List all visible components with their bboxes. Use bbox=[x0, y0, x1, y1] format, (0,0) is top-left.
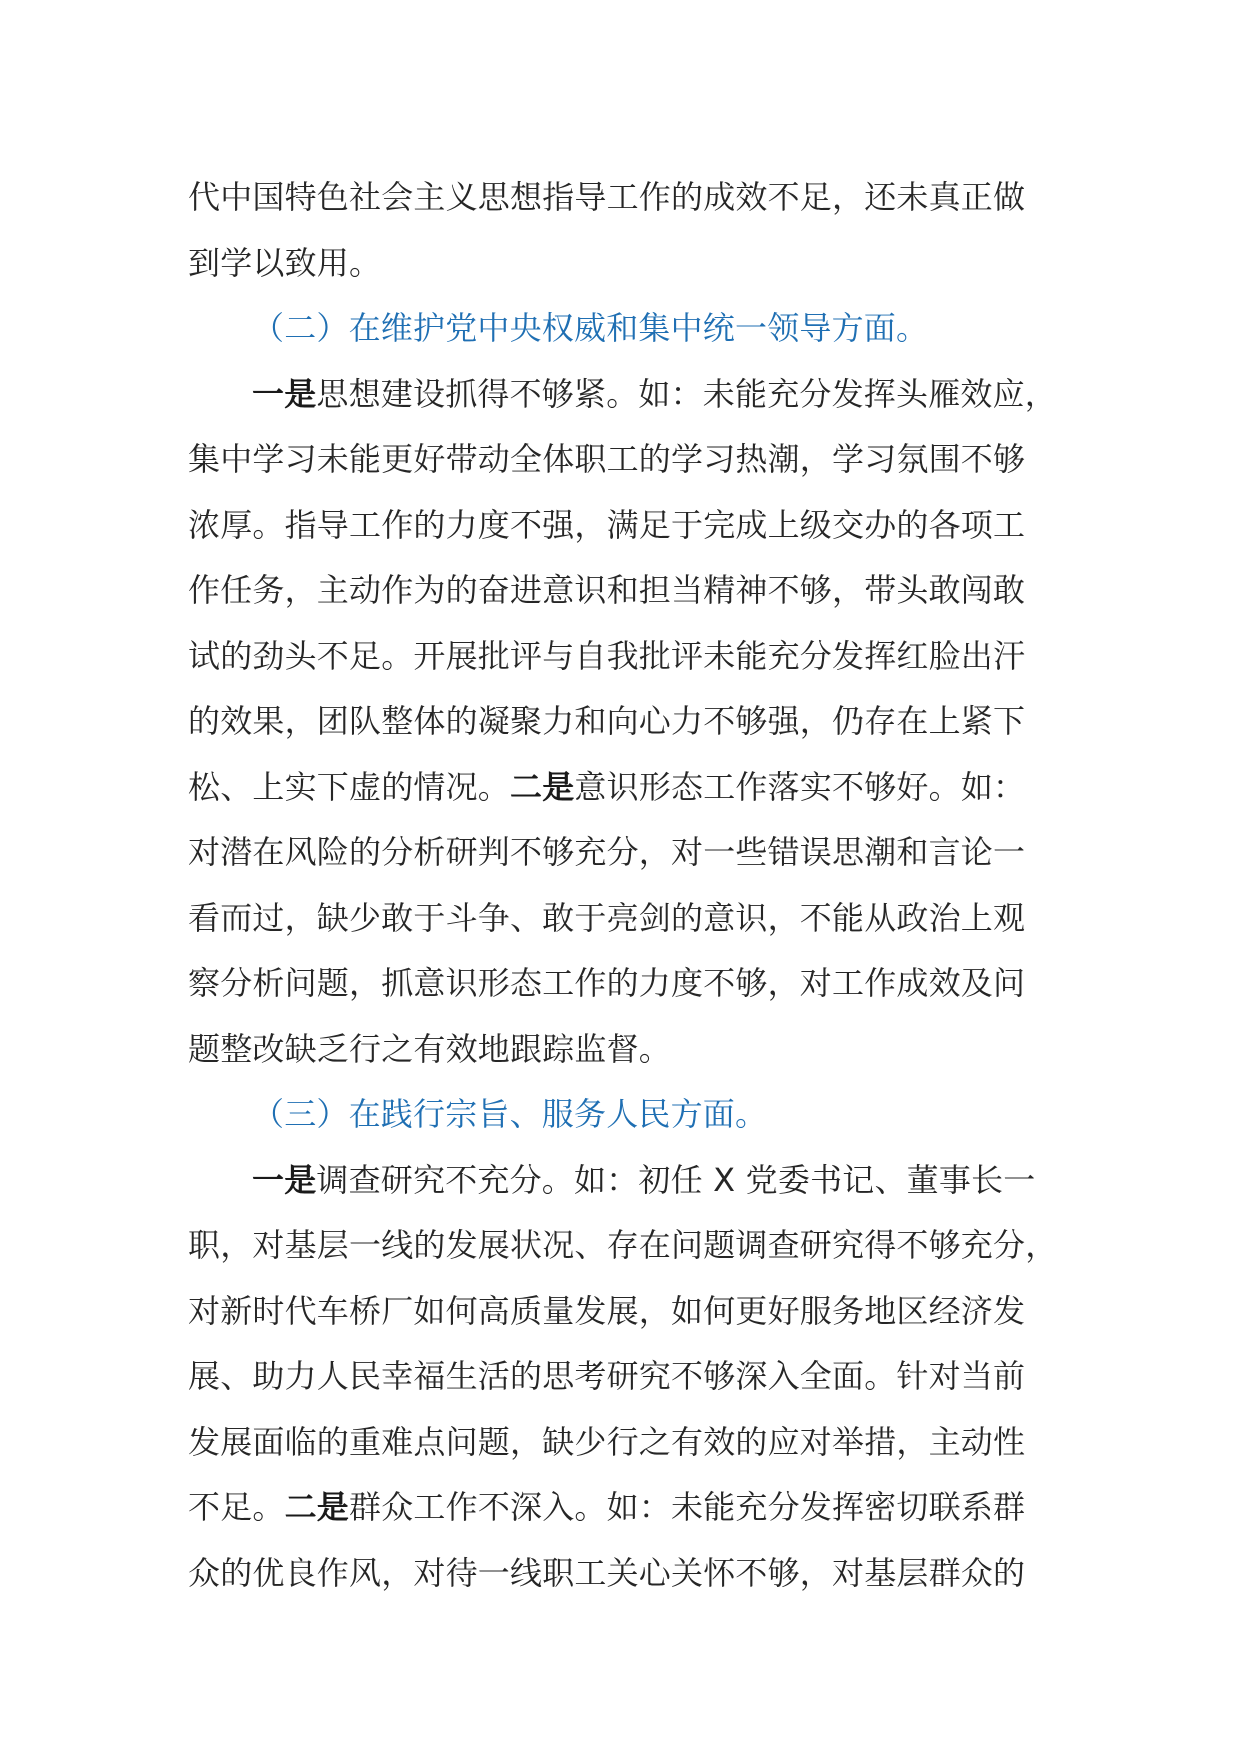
body-line: 对潜在风险的分析研判不够充分，对一些错误思潮和言论一 bbox=[188, 833, 1026, 871]
body-line: 展、助力人民幸福生活的思考研究不够深入全面。针对当前 bbox=[188, 1357, 1026, 1395]
body-text: 思想建设抓得不够紧。如：未能充分发挥头雁效应， bbox=[316, 374, 1058, 413]
section-heading-3: （三）在践行宗旨、服务人民方面。 bbox=[252, 1095, 768, 1133]
document-page bbox=[188, 165, 1068, 1606]
body-line: 题整改缺乏行之有效地跟踪监督。 bbox=[188, 1029, 672, 1068]
body-line: 职，对基层一线的发展状况、存在问题调查研究得不够充分， bbox=[188, 1226, 1058, 1264]
body-line: 看而过，缺少敢于斗争、敢于亮剑的意识，不能从政治上观 bbox=[188, 898, 1026, 937]
body-text: 不足。 bbox=[188, 1488, 285, 1526]
body-line: 试的劲头不足。开展批评与自我批评未能充分发挥红脸出汗 bbox=[188, 636, 1026, 675]
body-text: 调查研究不充分。如：初任 X 党委书记、董事长一 bbox=[316, 1160, 1036, 1199]
body-line: 察分析问题，抓意识形态工作的力度不够，对工作成效及问 bbox=[188, 964, 1026, 1002]
body-line-mixed bbox=[188, 1475, 1068, 1541]
body-line: 对新时代车桥厂如何高质量发展，如何更好服务地区经济发 bbox=[188, 1291, 1026, 1330]
paragraph-start-line bbox=[188, 1148, 1068, 1214]
body-line: 作任务，主动作为的奋进意识和担当精神不够，带头敢闯敢 bbox=[188, 571, 1026, 609]
body-line: 到学以致用。 bbox=[188, 243, 382, 282]
body-line: 众的优良作风，对待一线职工关心关怀不够，对基层群众的 bbox=[188, 1553, 1026, 1592]
bold-lead: 一是 bbox=[252, 374, 317, 413]
body-text: 意识形态工作落实不够好。如： bbox=[574, 767, 1026, 806]
paragraph-start-line bbox=[188, 362, 1068, 428]
bold-lead: 二是 bbox=[284, 1488, 350, 1526]
body-text: 群众工作不深入。如：未能充分发挥密切联系群 bbox=[349, 1488, 1026, 1526]
body-line: 的效果，团队整体的凝聚力和向心力不够强，仍存在上紧下 bbox=[188, 702, 1026, 740]
section-heading-2: （二）在维护党中央权威和集中统一领导方面。 bbox=[252, 309, 929, 347]
body-line: 发展面临的重难点问题，缺少行之有效的应对举措，主动性 bbox=[188, 1422, 1026, 1461]
body-line: 集中学习未能更好带动全体职工的学习热潮，学习氛围不够 bbox=[188, 440, 1026, 478]
body-line-mixed bbox=[188, 755, 1068, 821]
body-text: 松、上实下虚的情况。 bbox=[188, 767, 511, 806]
bold-lead: 一是 bbox=[252, 1160, 317, 1199]
body-line: 代中国特色社会主义思想指导工作的成效不足，还未真正做 bbox=[188, 178, 1026, 216]
bold-lead: 二是 bbox=[510, 767, 575, 806]
body-line: 浓厚。指导工作的力度不强，满足于完成上级交办的各项工 bbox=[188, 505, 1026, 544]
